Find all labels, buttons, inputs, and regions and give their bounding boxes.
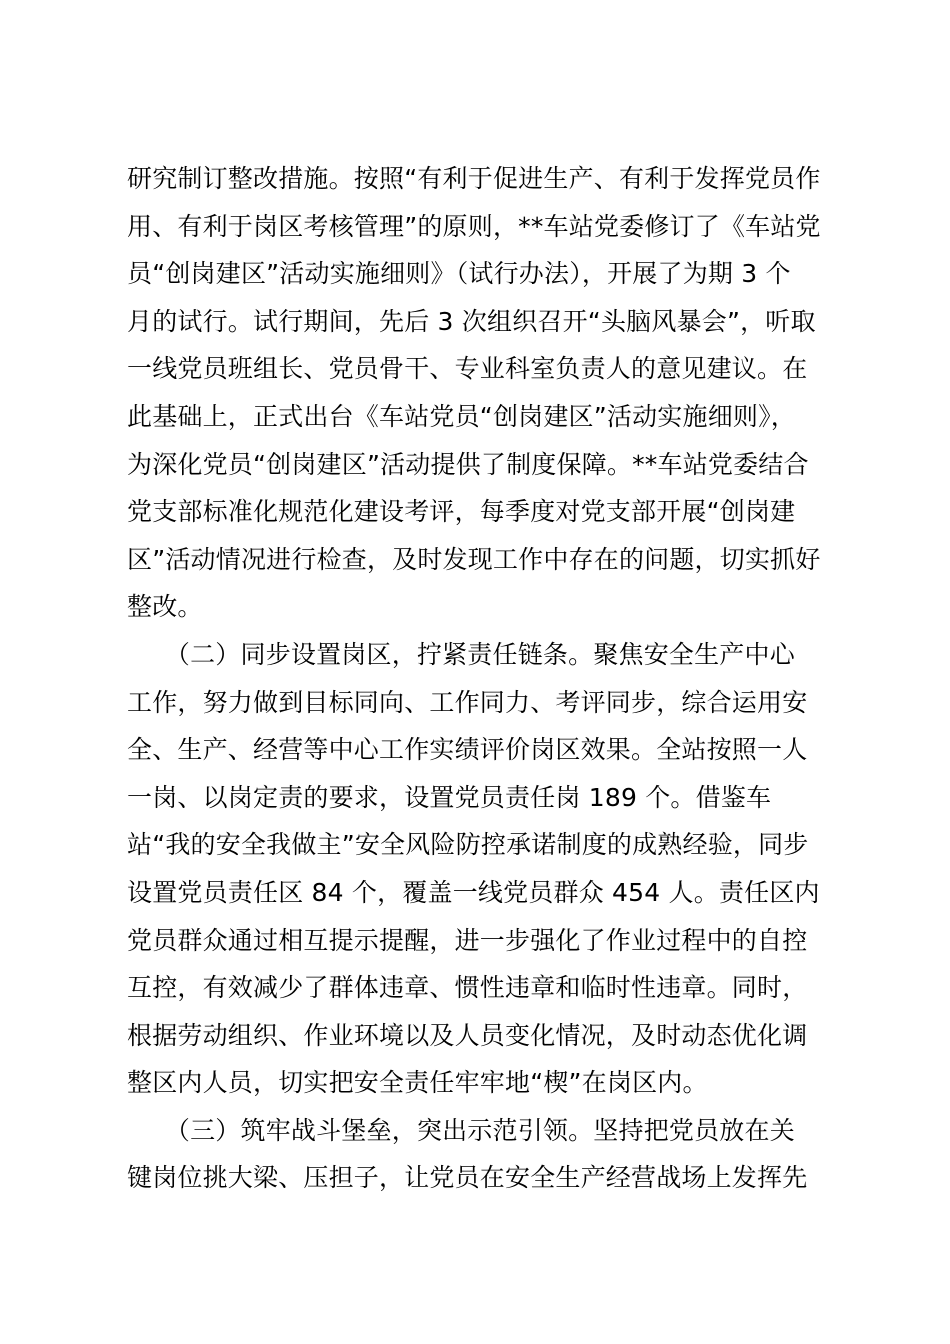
- text-line: 站“我的安全我做主”安全风险防控承诺制度的成熟经验，同步: [127, 830, 809, 860]
- text-line: 一线党员班组长、党员骨干、专业科室负责人的意见建议。在: [127, 354, 808, 384]
- text-line: 整区内人员，切实把安全责任牢牢地“楔”在岗区内。: [127, 1068, 708, 1098]
- text-line: 键岗位挑大梁、压担子，让党员在安全生产经营战场上发挥先: [127, 1163, 808, 1193]
- text-line: 月的试行。试行期间，先后 3 次组织召开“头脑风暴会”，听取: [127, 306, 816, 336]
- paragraph-3: [127, 1107, 827, 1202]
- text-line: 为深化党员“创岗建区”活动提供了制度保障。**车站党委结合: [127, 449, 809, 479]
- text-line: 党支部标准化规范化建设考评，每季度对党支部开展“创岗建: [127, 497, 796, 527]
- text-line: 此基础上，正式出台《车站党员“创岗建区”活动实施细则》，: [127, 401, 797, 431]
- text-line: 设置党员责任区 84 个，覆盖一线党员群众 454 人。责任区内: [127, 877, 820, 907]
- text-line: 用、有利于岗区考核管理”的原则，**车站党委修订了《车站党: [127, 211, 821, 241]
- text-line: 区”活动情况进行检查，及时发现工作中存在的问题，切实抓好: [127, 544, 821, 574]
- text-line: 党员群众通过相互提示提醒，进一步强化了作业过程中的自控: [127, 925, 808, 955]
- text-line: 工作，努力做到目标同向、工作同力、考评同步，综合运用安: [127, 687, 808, 717]
- text-line: 一岗、以岗定责的要求，设置党员责任岗 189 个。借鉴车: [127, 782, 772, 812]
- text-line: 整改。: [127, 592, 203, 622]
- paragraph-1: [127, 155, 827, 631]
- text-line: 互控，有效减少了群体违章、惯性违章和临时性违章。同时，: [127, 973, 808, 1003]
- text-line: （三）筑牢战斗堡垒，突出示范引领。坚持把党员放在关: [127, 1115, 795, 1145]
- text-line: 根据劳动组织、作业环境以及人员变化情况，及时动态优化调: [127, 1020, 808, 1050]
- paragraph-2: [127, 631, 827, 1107]
- text-line: 员“创岗建区”活动实施细则》（试行办法），开展了为期 3 个: [127, 259, 791, 289]
- text-line: 全、生产、经营等中心工作实绩评价岗区效果。全站按照一人: [127, 735, 808, 765]
- text-line: （二）同步设置岗区，拧紧责任链条。聚焦安全生产中心: [127, 639, 795, 669]
- text-line: 研究制订整改措施。按照“有利于促进生产、有利于发挥党员作: [127, 164, 821, 193]
- document-body: [127, 155, 827, 1202]
